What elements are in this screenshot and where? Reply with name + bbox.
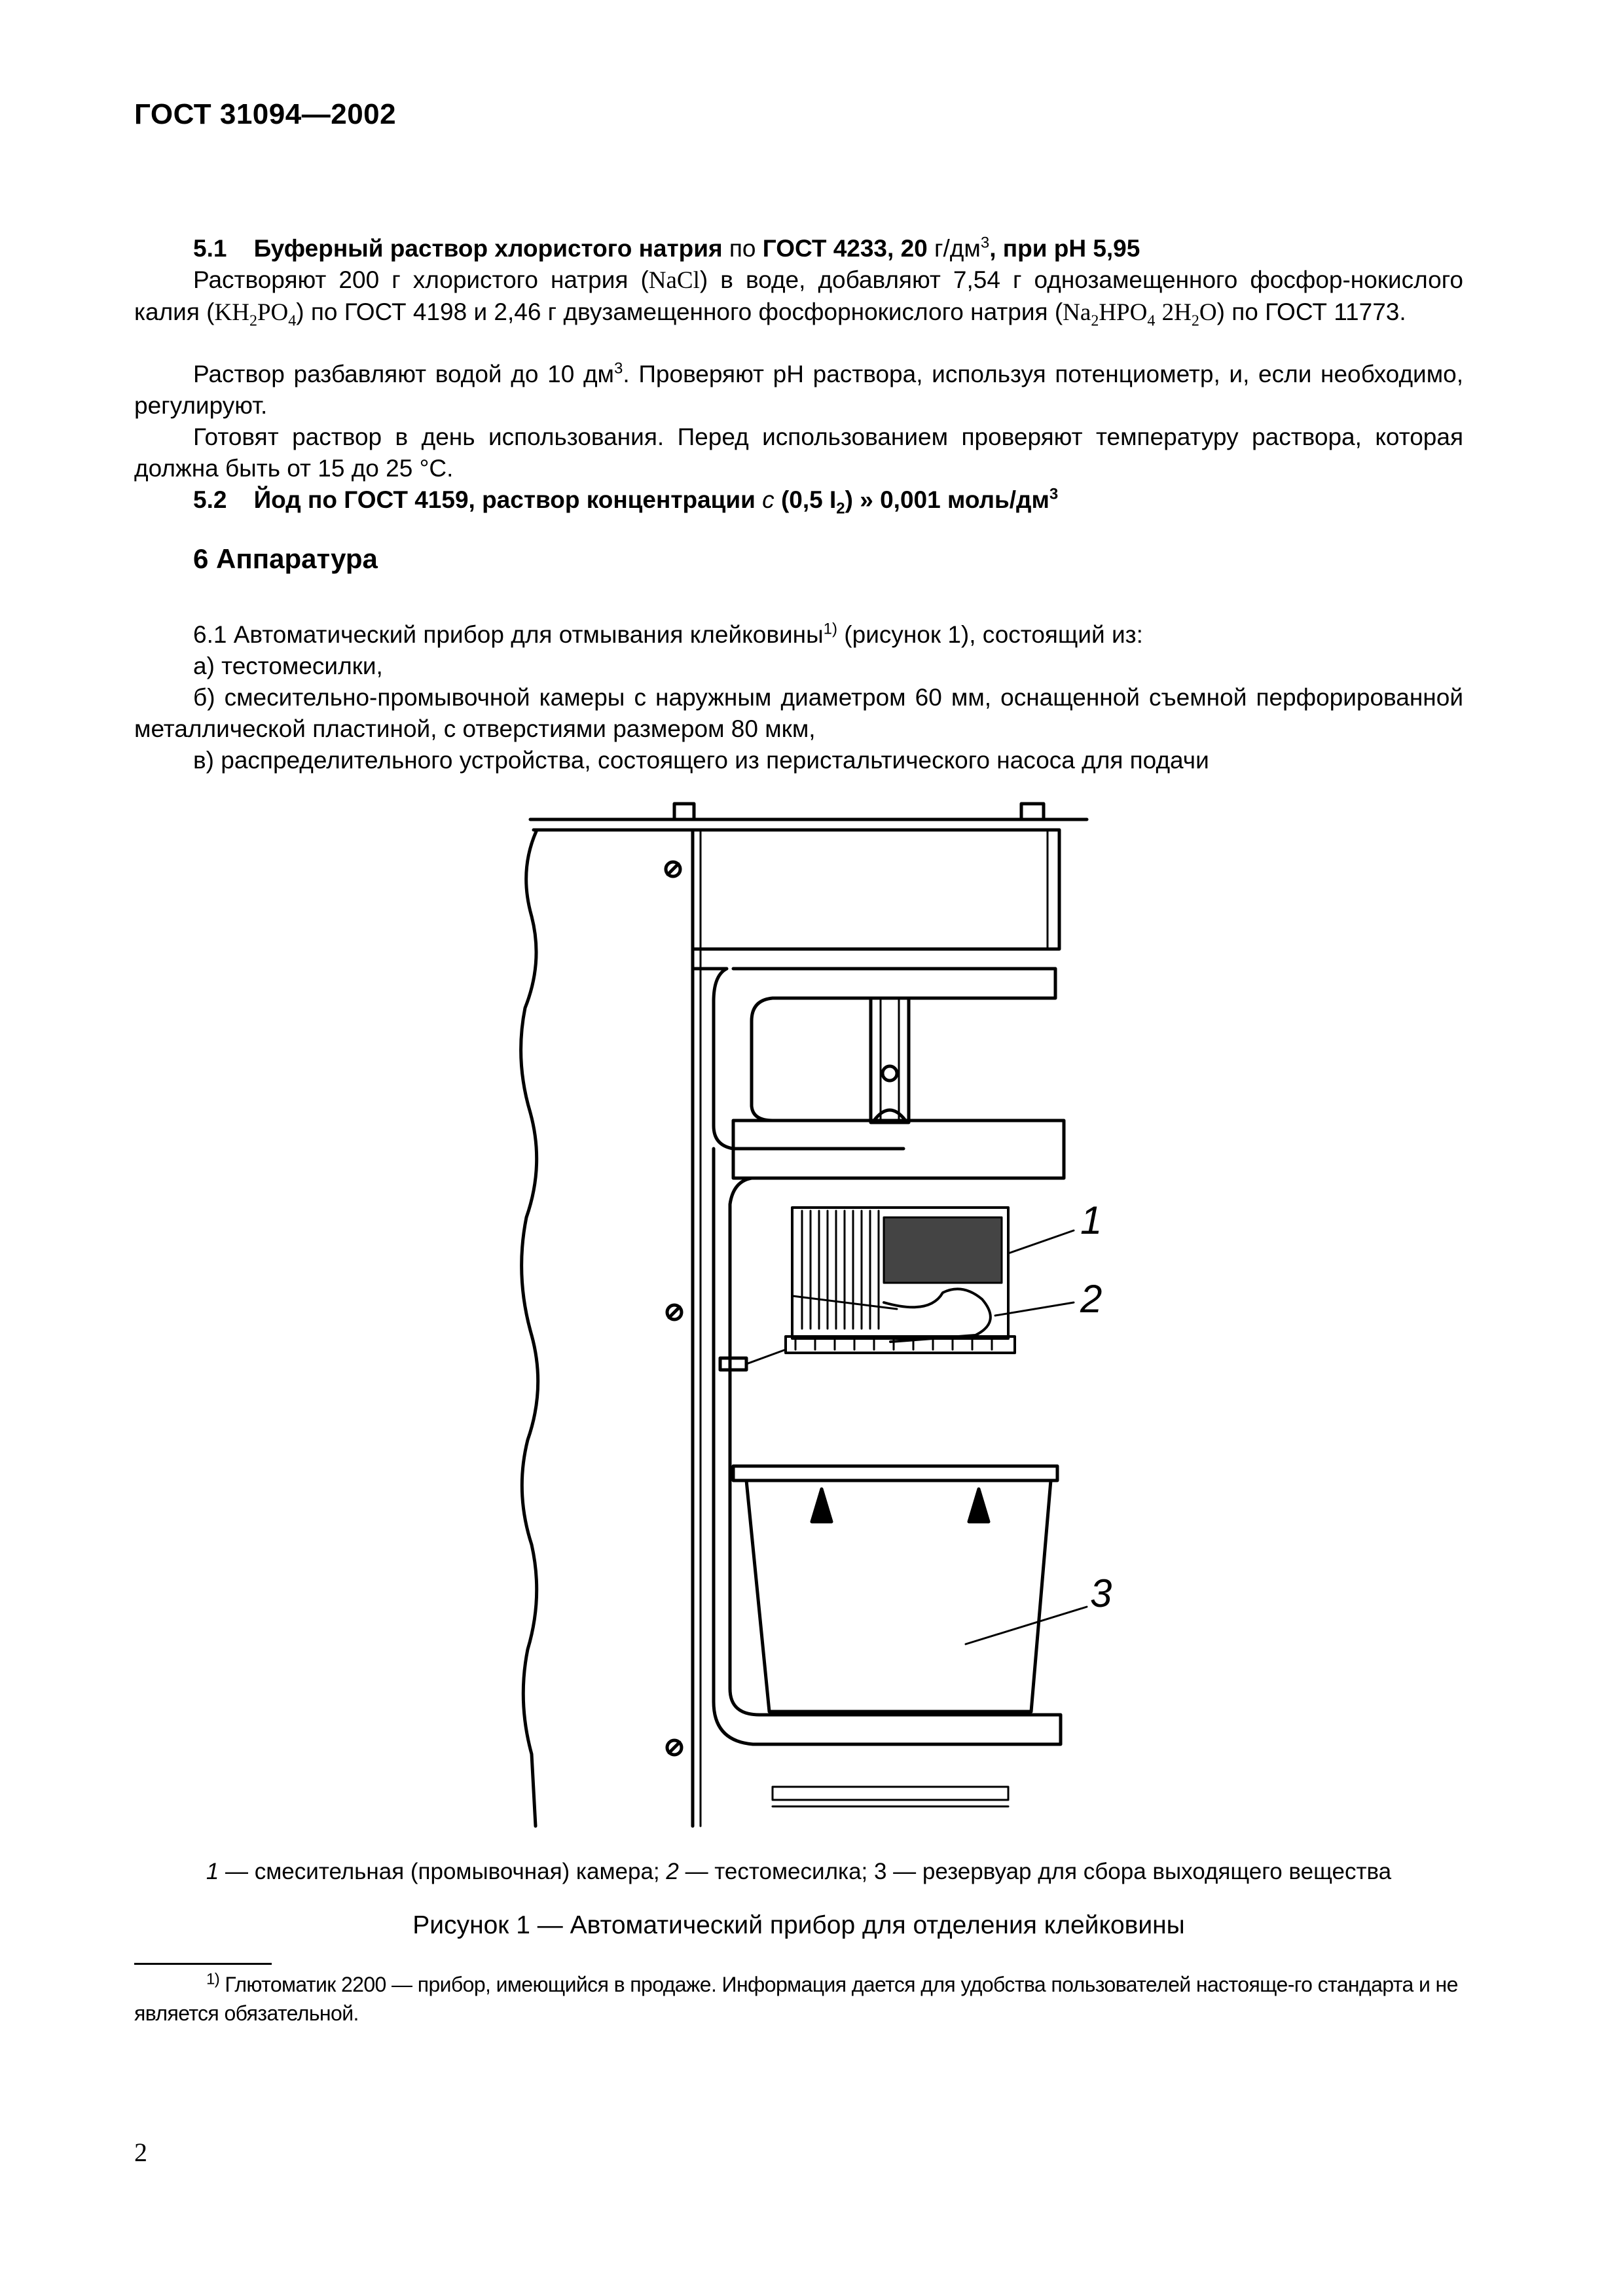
clause-number: 5.1 <box>193 235 227 262</box>
text-run: ) » 0,001 моль/дм <box>845 486 1049 513</box>
section-5-1-paragraph-3: Готовят раствор в день использования. Перед использованием проверяют температуру раствора, которая должна быть от 15 до 25 °С. <box>134 423 1463 482</box>
section-5-1-title <box>134 233 1463 264</box>
screw-top <box>666 862 680 876</box>
formula-part: KH <box>214 299 249 326</box>
leader-line-3 <box>966 1607 1087 1644</box>
mixer-blade <box>884 1217 1002 1283</box>
page-number: 2 <box>134 2138 147 2167</box>
clause-number: 5.2 <box>193 486 227 513</box>
section-6-heading: 6 Аппаратура <box>193 543 378 574</box>
top-block <box>693 830 1059 949</box>
label-3: 3 <box>1090 1571 1112 1615</box>
clause-title-gost: ГОСТ 4233, 20 <box>762 235 928 262</box>
clause-title: Буферный раствор хлористого натрия <box>253 235 723 262</box>
clause-title-unit: г/дм <box>927 235 981 262</box>
text-run: Растворяют 200 г хлористого натрия ( <box>193 266 649 293</box>
section-5-2-title <box>134 484 1463 516</box>
frame-lower-arm <box>714 1149 752 1361</box>
subscript: 2 <box>836 499 845 518</box>
subscript: 4 <box>1147 312 1156 330</box>
footnote-separator <box>134 1963 272 1965</box>
reservoir-body <box>746 1480 1051 1712</box>
legend-number: 1 <box>206 1859 219 1884</box>
text-run: Йод по ГОСТ 4159, раствор концентрации <box>253 486 763 513</box>
dough-hook <box>884 1289 991 1342</box>
formula-nacl: NaCl <box>648 267 700 294</box>
figure-legend <box>134 1859 1463 1885</box>
clause-6-1 <box>134 619 1463 651</box>
drive-shaft <box>871 998 909 1122</box>
footnote-reference: 1) <box>823 620 838 638</box>
formula-part: Na <box>1063 299 1091 326</box>
footnote <box>134 1970 1463 2028</box>
text-run: Раствор разбавляют водой до 10 дм <box>193 361 614 387</box>
reservoir-marker-right <box>969 1489 989 1522</box>
text-run: . Проверяют pH раствора, используя потенциометр, и, если необходимо, регулируют. <box>134 361 1463 419</box>
list-item-b: б) смесительно-промывочной камеры с наружным диаметром 60 мм, оснащенной съемной перфорированной металлической пластиной, с отверстиями размером 80 мкм, <box>134 684 1463 742</box>
list-item-c: в) распределительного устройства, состоящего из перистальтического насоса для подачи <box>193 747 1209 774</box>
subscript: 2 <box>249 312 257 330</box>
label-1: 1 <box>1080 1198 1103 1242</box>
subscript: 2 <box>1191 312 1199 330</box>
shaft-pin <box>883 1066 897 1081</box>
reservoir-marker-left <box>812 1489 831 1522</box>
housing-break-line <box>521 830 538 1826</box>
reservoir-rim <box>733 1466 1057 1480</box>
superscript: 3 <box>1049 485 1059 503</box>
document-header: ГОСТ 31094—2002 <box>134 98 397 130</box>
formula-part: 2H <box>1161 299 1192 326</box>
superscript: 3 <box>614 359 623 378</box>
clause-title-connector: по <box>722 235 763 262</box>
bracket-clip <box>720 1358 746 1370</box>
screw-middle <box>667 1305 682 1319</box>
figure-apparatus-drawing <box>498 802 1152 1829</box>
chamber-ribs <box>802 1211 879 1329</box>
formula-part: O <box>1199 299 1217 326</box>
label-2: 2 <box>1080 1277 1103 1321</box>
text-run: (рисунок 1), состоящий из: <box>837 621 1143 648</box>
screw-bottom <box>667 1740 682 1755</box>
text-run: ) по ГОСТ 11773. <box>1216 298 1406 325</box>
plate-holes <box>795 1340 992 1350</box>
subscript: 2 <box>1091 312 1099 330</box>
text-run: ) в воде, добавляют 7,54 г однозамещенного фосфор-нокислого калия ( <box>134 266 1464 325</box>
text-run: (0,5 I <box>774 486 837 513</box>
footnote-mark: 1) <box>206 1970 220 1988</box>
clause-title-ph: , при pH 5,95 <box>989 235 1140 262</box>
bracket-link <box>746 1350 786 1364</box>
leader-line-1 <box>1008 1230 1074 1253</box>
list-item-a: а) тестомесилки, <box>193 653 383 679</box>
section-5-1-paragraph-1 <box>134 264 1463 329</box>
symbol-c: c <box>762 486 775 513</box>
figure-title: Рисунок 1 — Автоматический прибор для отделения клейковины <box>412 1911 1185 1939</box>
footnote-text: Глютоматик 2200 — прибор, имеющийся в продаже. Информация дается для удобства пользователей настояще-го стандарта и не является обязательной. <box>134 1973 1458 2025</box>
superscript: 3 <box>980 234 990 252</box>
frame-upper-arm-inner <box>733 969 1055 1121</box>
section-5-1-paragraph-2 <box>134 359 1463 422</box>
legend-text: — смесительная (промывочная) камера; <box>219 1859 666 1884</box>
formula-part: PO <box>257 299 289 326</box>
text-run: ) по ГОСТ 4198 и 2,46 г двузамещенного фосфорнокислого натрия ( <box>296 298 1063 325</box>
top-tab-left <box>674 804 694 819</box>
formula-part: HPO <box>1099 299 1148 326</box>
legend-number: 2 <box>666 1859 679 1884</box>
subscript: 4 <box>288 312 297 330</box>
text-run: 6.1 Автоматический прибор для отмывания клейковины <box>193 621 824 648</box>
legend-text: — тестомесилка; 3 — резервуар для сбора выходящего вещества <box>678 1859 1392 1884</box>
base-foot <box>773 1787 1008 1800</box>
top-tab-right <box>1021 804 1044 819</box>
